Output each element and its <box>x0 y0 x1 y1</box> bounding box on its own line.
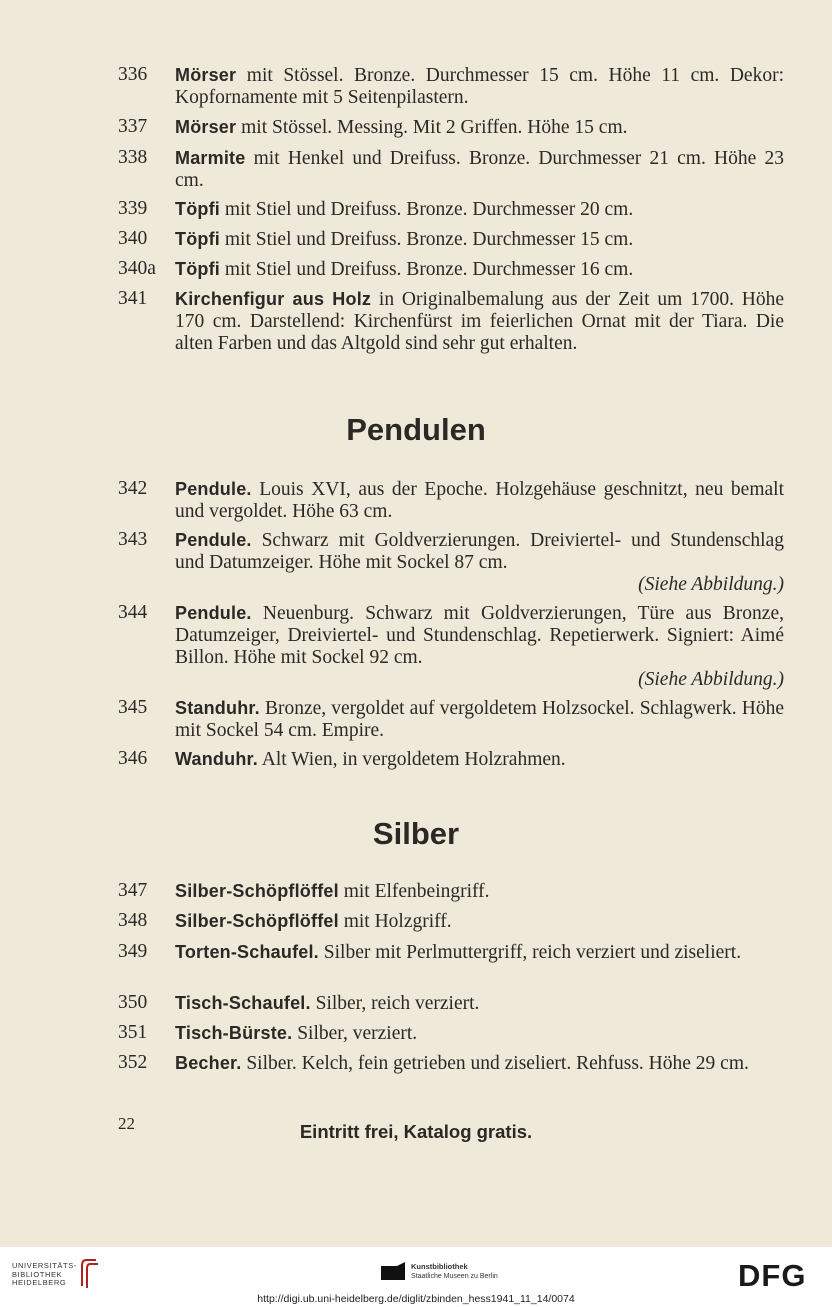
entry-description: Louis XVI, aus der Epoche. Holzgehäuse geschnitzt, neu bemalt und vergoldet. Höhe 63 cm. <box>175 479 784 522</box>
entry-description: mit Stössel. Bronze. Durchmesser 15 cm. Höhe 11 cm. Dekor: Kopfornamente mit 5 Seitenpilastern. <box>175 65 784 108</box>
entry-description: Schwarz mit Goldverzierungen. Dreiviertel- und Stundenschlag und Datumzeiger. Höhe mit Sockel 87 cm. <box>175 530 784 573</box>
entry-title: Marmite <box>175 148 246 168</box>
entry-title: Becher. <box>175 1053 242 1073</box>
entry-number: 340a <box>118 258 156 279</box>
entry-title: Silber-Schöpflöffel <box>175 911 339 931</box>
source-url[interactable]: http://digi.ub.uni-heidelberg.de/diglit/zbinden_hess1941_11_14/0074 <box>257 1293 575 1305</box>
entry-description: Silber. Kelch, fein getrieben und ziseliert. Rehfuss. Höhe 29 cm. <box>241 1053 749 1074</box>
footer-note: Eintritt frei, Katalog gratis. <box>299 1121 533 1142</box>
library-line-2: BIBLIOTHEK <box>12 1269 63 1279</box>
entry-number: 344 <box>118 602 148 623</box>
entry-number: 346 <box>118 748 148 769</box>
figure-reference: (Siehe Abbildung.) <box>638 669 784 690</box>
entry-description: mit Elfenbeingriff. <box>338 881 490 902</box>
entry-description: mit Henkel und Dreifuss. Bronze. Durchmesser 21 cm. Höhe 23 cm. <box>175 148 784 191</box>
entry-description: Silber, verziert. <box>292 1023 418 1044</box>
entry-number: 341 <box>118 288 148 309</box>
entry-number: 338 <box>118 147 148 168</box>
entry-title: Töpfi <box>175 229 220 249</box>
section-title-silber: Silber <box>372 816 460 851</box>
entry-number: 339 <box>118 198 148 219</box>
kunstbibliothek-line-2: Staatliche Museen zu Berlin <box>411 1273 498 1280</box>
entry-description: Silber, reich verziert. <box>310 993 480 1014</box>
entry-number: 351 <box>118 1022 148 1043</box>
entry-title: Torten-Schaufel. <box>175 942 319 962</box>
entry-description: mit Stiel und Dreifuss. Bronze. Durchmesser 16 cm. <box>219 259 634 280</box>
entry-number: 352 <box>118 1052 148 1073</box>
entry-title: Standuhr. <box>175 698 260 718</box>
entry-number: 350 <box>118 992 148 1013</box>
figure-reference: (Siehe Abbildung.) <box>638 574 784 595</box>
entry-description: in Originalbemalung aus der Zeit um 1700. Höhe 170 cm. Darstellend: Kirchenfürst im feierlichen Ornat mit der Tiara. Die alten Farben und das Altgold sind sehr gut erhalten. <box>175 289 784 354</box>
entry-title: Tisch-Bürste. <box>175 1023 293 1043</box>
entry-number: 345 <box>118 697 148 718</box>
dfg-logo: DFG <box>738 1258 807 1293</box>
entry-description: Silber mit Perlmuttergriff, reich verziert und ziseliert. <box>318 942 742 963</box>
entry-description: mit Stiel und Dreifuss. Bronze. Durchmesser 20 cm. <box>219 199 634 220</box>
kunstbibliothek-line-1: Kunstbibliothek <box>411 1262 468 1271</box>
entry-number: 347 <box>118 880 148 901</box>
kunstbibliothek-label <box>411 1262 498 1281</box>
entry-title: Pendule. <box>175 530 252 550</box>
entry-number: 340 <box>118 228 148 249</box>
entry-title: Silber-Schöpflöffel <box>175 881 339 901</box>
entry-title: Pendule. <box>175 479 252 499</box>
entry-number: 337 <box>118 116 148 137</box>
library-line-3: HEIDELBERG <box>12 1278 67 1287</box>
entry-description: mit Stiel und Dreifuss. Bronze. Durchmesser 15 cm. <box>219 229 634 250</box>
entry-title: Pendule. <box>175 603 252 623</box>
entry-title: Mörser <box>175 65 237 85</box>
entry-number: 342 <box>118 478 148 499</box>
entry-title: Töpfi <box>175 199 220 219</box>
entry-title: Tisch-Schaufel. <box>175 993 311 1013</box>
university-library-logo-icon <box>78 1258 100 1295</box>
entry-description: mit Stössel. Messing. Mit 2 Griffen. Höhe 15 cm. <box>236 117 628 138</box>
university-library-label <box>12 1262 77 1288</box>
entry-title: Töpfi <box>175 259 220 279</box>
entry-number: 336 <box>118 64 148 85</box>
section-title-pendulen: Pendulen <box>346 412 486 447</box>
entry-description: Alt Wien, in vergoldetem Holzrahmen. <box>257 749 566 770</box>
kunstbibliothek-logo-icon <box>381 1262 405 1289</box>
library-line-1: UNIVERSITÄTS- <box>12 1261 77 1270</box>
entry-number: 349 <box>118 941 148 962</box>
page-number: 22 <box>118 1114 135 1133</box>
entry-number: 343 <box>118 529 148 550</box>
entry-title: Wanduhr. <box>175 749 258 769</box>
entry-description: Neuenburg. Schwarz mit Goldverzierungen, Türe aus Bronze, Datumzeiger, Dreiviertel- und Stundenschlag. Repetierwerk. Signiert: Aimé Billon. Höhe mit Sockel 92 cm. <box>175 603 784 668</box>
entry-title: Mörser <box>175 117 237 137</box>
entry-description: mit Holzgriff. <box>338 911 452 932</box>
entry-title: Kirchenfigur aus Holz <box>175 289 372 309</box>
entry-number: 348 <box>118 910 148 931</box>
entry-description: Bronze, vergoldet auf vergoldetem Holzsockel. Schlagwerk. Höhe mit Sockel 54 cm. Empire. <box>175 698 784 741</box>
